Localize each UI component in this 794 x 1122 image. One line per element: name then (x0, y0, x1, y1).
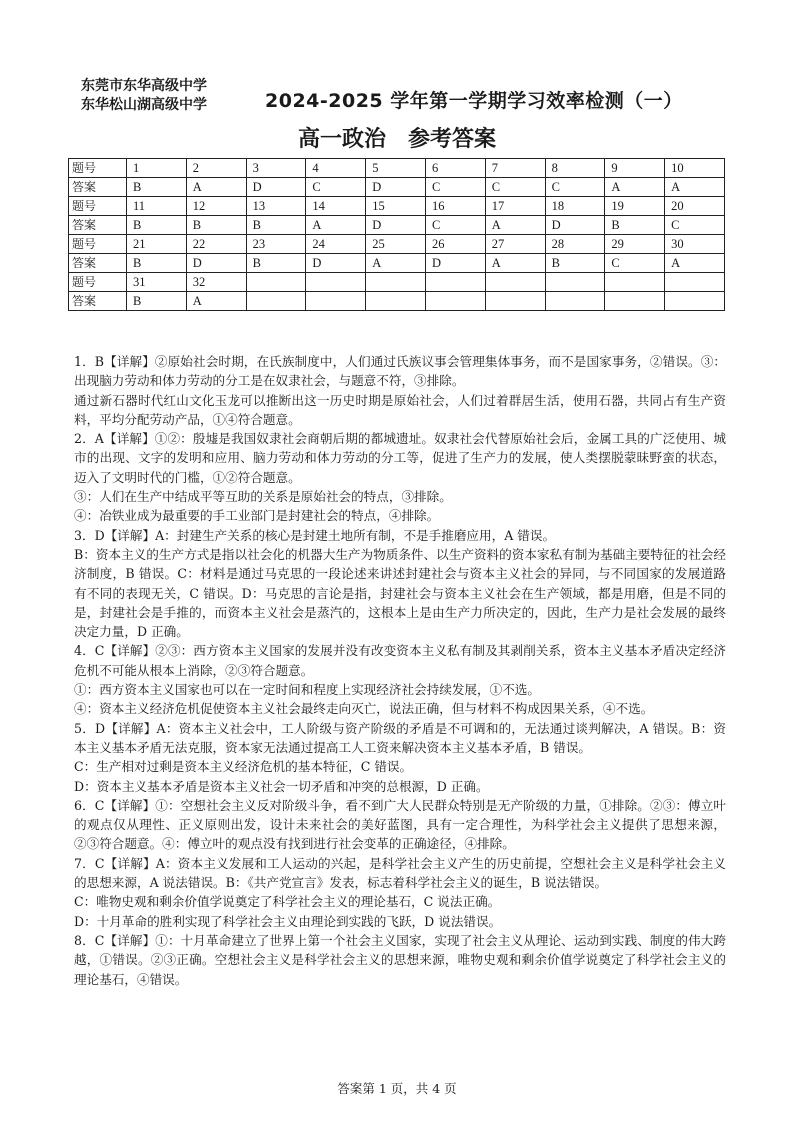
question-number-cell: 26 (425, 235, 485, 254)
answer-cell: C (485, 178, 545, 197)
answer-cell: A (665, 254, 725, 273)
question-number-cell (246, 273, 306, 292)
answer-cell: B (127, 292, 187, 311)
answer-table (68, 158, 725, 311)
question-number-cell: 10 (665, 159, 725, 178)
answer-cell (545, 292, 605, 311)
answer-cell: A (485, 254, 545, 273)
question-number-cell: 3 (246, 159, 306, 178)
question-number-cell: 16 (425, 197, 485, 216)
answer-cell: C (665, 216, 725, 235)
explanation-paragraph: B：资本主义的生产方式是指以社会化的机器大生产为物质条件、以生产资料的资本家私有制为基础主要特征的社会经济制度，B 错误。C：材料是通过马克思的一段论述来讲述封建社会与资本主义社会的异同，与不同国家的发展道路有不同的表现无关，C 错误。D：马克思的言论是指，封建社会与资本主义社会在生产领域，都是用磨，但是不同的是，封建社会是手推的，而资本主义社会是蒸汽的，这根本上是由生产力所决定的，因此，生产力是社会发展的最终决定力量，D 正确。 (74, 546, 726, 640)
answer-cell (246, 292, 306, 311)
answer-header-cell: 答案 (69, 254, 127, 273)
doc-type-label: 参考答案 (408, 127, 497, 152)
question-number-cell: 13 (246, 197, 306, 216)
question-number-cell (306, 273, 366, 292)
question-header-cell: 题号 (69, 273, 127, 292)
answer-cell: D (366, 216, 426, 235)
question-number-cell: 2 (186, 159, 246, 178)
answer-cell (485, 292, 545, 311)
question-number-cell: 11 (127, 197, 187, 216)
answer-cell: B (127, 254, 187, 273)
question-number-cell: 21 (127, 235, 187, 254)
explanation-paragraph: D：十月革命的胜利实现了科学社会主义由理论到实践的飞跃，D 说法错误。 (74, 913, 502, 929)
question-number-cell: 17 (485, 197, 545, 216)
answer-cell: B (127, 178, 187, 197)
explanation-paragraph: 2．A【详解】①②：殷墟是我国奴隶社会商朝后期的都城遗址。奴隶社会代替原始社会后，金属工具的广泛使用、城市的出现、文字的发明和应用、脑力劳动和体力劳动的分工等，促进了生产力的发展，使人类摆脱蒙昧野蛮的状态，迈入了文明时代的门槛，①②符合题意。 (74, 431, 726, 485)
question-number-cell: 31 (127, 273, 187, 292)
explanation-paragraph: 4．C【详解】②③：西方资本主义国家的发展并没有改变资本主义私有制及其剥削关系，资本主义基本矛盾决定经济危机不可能从根本上消除，②③符合题意。 (74, 643, 726, 678)
question-number-cell: 14 (306, 197, 366, 216)
question-number-cell: 20 (665, 197, 725, 216)
answer-cell: A (306, 216, 366, 235)
question-number-cell (366, 273, 426, 292)
answer-cell: C (545, 178, 605, 197)
answer-cell: B (127, 216, 187, 235)
school-names (81, 77, 207, 115)
answer-cell (306, 292, 366, 311)
question-number-cell: 28 (545, 235, 605, 254)
answer-cell: B (246, 216, 306, 235)
answer-cell: D (186, 254, 246, 273)
question-number-cell: 24 (306, 235, 366, 254)
question-number-cell: 6 (425, 159, 485, 178)
answer-row (69, 292, 725, 311)
explanation-paragraph: C：生产相对过剩是资本主义经济危机的基本特征，C 错误。 (74, 759, 413, 775)
explanation-paragraph: C：唯物史观和剩余价值学说奠定了科学社会主义的理论基石，C 说法正确。 (74, 894, 501, 910)
answer-header-cell: 答案 (69, 216, 127, 235)
answer-cell: B (545, 254, 605, 273)
answer-cell: B (605, 216, 665, 235)
answer-row (69, 216, 725, 235)
answer-cell: C (605, 254, 665, 273)
explanation-paragraph: D：资本主义基本矛盾是资本主义社会一切矛盾和冲突的总根源，D 正确。 (74, 778, 489, 794)
question-number-cell: 7 (485, 159, 545, 178)
question-number-cell: 25 (366, 235, 426, 254)
question-header-cell: 题号 (69, 235, 127, 254)
answer-cell: A (605, 178, 665, 197)
question-number-cell: 23 (246, 235, 306, 254)
question-header-cell: 题号 (69, 197, 127, 216)
explanation-paragraph: 3．D【详解】A：封建生产关系的核心是封建土地所有制，不是手推磨应用，A 错误。 (74, 527, 556, 543)
question-number-cell: 22 (186, 235, 246, 254)
explanation-paragraph: ①：西方资本主义国家也可以在一定时间和程度上实现经济社会持续发展，①不选。 (74, 682, 540, 698)
answer-cell: A (366, 254, 426, 273)
question-number-cell: 1 (127, 159, 187, 178)
question-number-cell: 27 (485, 235, 545, 254)
question-number-cell (605, 273, 665, 292)
answer-cell: B (246, 254, 306, 273)
question-number-cell: 9 (605, 159, 665, 178)
question-number-cell (485, 273, 545, 292)
question-row (69, 159, 725, 178)
explanation-paragraph: ③：人们在生产中结成平等互助的关系是原始社会的特点，③排除。 (74, 489, 452, 505)
answer-cell: C (306, 178, 366, 197)
question-number-cell (545, 273, 605, 292)
answer-header-cell: 答案 (69, 292, 127, 311)
question-number-cell: 30 (665, 235, 725, 254)
answer-cell (425, 292, 485, 311)
question-number-cell: 32 (186, 273, 246, 292)
exam-title: 2024-2025 学年第一学期学习效率检测（一） (265, 90, 683, 112)
explanation-paragraph: 1．B【详解】②原始社会时期，在氏族制度中，人们通过氏族议事会管理集体事务，而不是国家事务，②错误。③：出现脑力劳动和体力劳动的分工是在奴隶社会，与题意不符，③排除。 (74, 354, 726, 389)
question-row (69, 197, 725, 216)
answer-cell: C (425, 216, 485, 235)
answer-cell: A (485, 216, 545, 235)
question-row (69, 273, 725, 292)
answer-cell: C (425, 178, 485, 197)
answer-cell: D (425, 254, 485, 273)
school-name-1: 东莞市东华高级中学 (81, 78, 207, 94)
question-number-cell (425, 273, 485, 292)
explanation-paragraph: ④：资本主义经济危机促使资本主义社会最终走向灭亡，说法正确，但与材料不构成因果关系，④不选。 (74, 701, 654, 717)
explanation-paragraph: 8．C【详解】①：十月革命建立了世界上第一个社会主义国家，实现了社会主义从理论、运动到实践、制度的伟大跨越，①错误。②③正确。空想社会主义是科学社会主义的思想来源，唯物史观和剩余价值学说奠定了科学社会主义的理论基石，④错误。 (74, 932, 726, 987)
explanation-paragraph: ④：冶铁业成为最重要的手工业部门是封建社会的特点，④排除。 (74, 508, 440, 524)
answer-cell: D (545, 216, 605, 235)
question-number-cell: 19 (605, 197, 665, 216)
answer-cell: D (366, 178, 426, 197)
question-number-cell: 29 (605, 235, 665, 254)
answer-row (69, 254, 725, 273)
answer-cell: A (665, 178, 725, 197)
explanations (74, 352, 726, 989)
explanation-paragraph: 5．D【详解】A：资本主义社会中，工人阶级与资产阶级的矛盾是不可调和的，无法通过谈判解决，A 错误。B：资本主义基本矛盾无法克服，资本家无法通过提高工人工资来解决资本主义基本矛盾，B 错误。 (74, 720, 726, 755)
explanation-paragraph: 6．C【详解】①：空想社会主义反对阶级斗争，看不到广大人民群众特别是无产阶级的力量，①排除。②③：傅立叶的观点仅从理性、正义原则出发，设计未来社会的美好蓝图，具有一定合理性，为科学社会主义提供了思想来源，②③符合题意。④：傅立叶的观点没有找到进行社会变革的正确途径，④排除。 (74, 797, 726, 852)
answer-cell: D (246, 178, 306, 197)
page-title (0, 122, 794, 153)
answer-cell: A (186, 292, 246, 311)
question-number-cell: 12 (186, 197, 246, 216)
answer-header-cell: 答案 (69, 178, 127, 197)
answer-cell: B (186, 216, 246, 235)
question-number-cell: 8 (545, 159, 605, 178)
question-header-cell: 题号 (69, 159, 127, 178)
answer-cell (605, 292, 665, 311)
question-number-cell (665, 273, 725, 292)
question-number-cell: 15 (366, 197, 426, 216)
answer-row (69, 178, 725, 197)
subject-label: 高一政治 (297, 127, 386, 152)
explanation-paragraph: 7．C【详解】A：资本主义发展和工人运动的兴起，是科学社会主义产生的历史前提，空想社会主义是科学社会主义的思想来源，A 说法错误。B：《共产党宣言》发表，标志着科学社会主义的诞生，B 说法错误。 (74, 855, 726, 891)
question-number-cell: 5 (366, 159, 426, 178)
school-name-2: 东华松山湖高级中学 (81, 97, 207, 113)
explanation-paragraph: 通过新石器时代红山文化玉龙可以推断出这一历史时期是原始社会，人们过着群居生活，使用石器，共同占有生产资料，平均分配劳动产品，①④符合题意。 (74, 392, 726, 427)
question-number-cell: 4 (306, 159, 366, 178)
question-number-cell: 18 (545, 197, 605, 216)
page-footer: 答案第 1 页，共 4 页 (337, 1081, 457, 1096)
answer-cell: A (186, 178, 246, 197)
question-row (69, 235, 725, 254)
answer-cell (366, 292, 426, 311)
answer-cell (665, 292, 725, 311)
answer-cell: D (306, 254, 366, 273)
